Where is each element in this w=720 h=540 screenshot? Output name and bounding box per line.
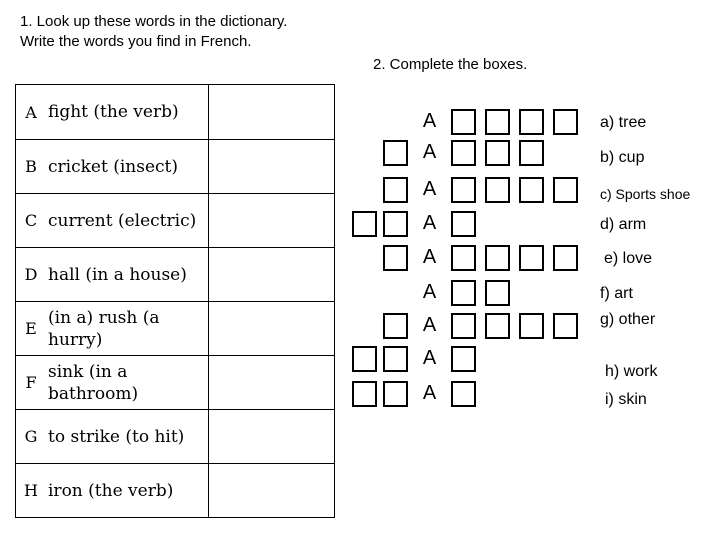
puzzle-letter-box: A xyxy=(417,109,442,135)
puzzle-box[interactable] xyxy=(485,140,510,166)
puzzle-box[interactable] xyxy=(451,211,476,237)
puzzle-box[interactable] xyxy=(383,177,408,203)
answer-cell[interactable] xyxy=(209,356,335,410)
word-letter: G xyxy=(16,410,47,464)
clue-item: g) other xyxy=(600,311,656,328)
puzzle-box[interactable] xyxy=(352,381,377,407)
puzzle-letter-box: A xyxy=(417,245,442,271)
word-row xyxy=(16,194,335,248)
puzzle-box[interactable] xyxy=(519,245,544,271)
word-text: current (electric) xyxy=(46,194,209,248)
puzzle-letter-box: A xyxy=(417,211,442,237)
clue-item: d) arm xyxy=(600,216,647,233)
puzzle-box[interactable] xyxy=(383,346,408,372)
word-letter: H xyxy=(16,464,47,518)
puzzle-box[interactable] xyxy=(485,177,510,203)
task2-instructions: 2. Complete the boxes. xyxy=(373,56,528,73)
puzzle-box[interactable] xyxy=(451,313,476,339)
answer-cell[interactable] xyxy=(209,410,335,464)
puzzle-box[interactable] xyxy=(451,346,476,372)
word-row xyxy=(16,464,335,518)
puzzle-box[interactable] xyxy=(383,381,408,407)
puzzle-box[interactable] xyxy=(451,140,476,166)
puzzle-letter-box: A xyxy=(417,177,442,203)
puzzle-box[interactable] xyxy=(553,245,578,271)
word-text: hall (in a house) xyxy=(46,248,209,302)
answer-cell[interactable] xyxy=(209,85,335,140)
puzzle-box[interactable] xyxy=(352,211,377,237)
word-letter: A xyxy=(16,85,47,140)
puzzle-box[interactable] xyxy=(553,177,578,203)
task1-instructions-line1: 1. Look up these words in the dictionary. xyxy=(20,13,288,30)
puzzle-box[interactable] xyxy=(451,177,476,203)
puzzle-letter-box: A xyxy=(417,140,442,166)
word-letter: B xyxy=(16,140,47,194)
puzzle-letter-box: A xyxy=(417,346,442,372)
clue-item: c) Sports shoe xyxy=(600,186,691,202)
clue-item: f) art xyxy=(600,285,633,302)
answer-cell[interactable] xyxy=(209,194,335,248)
puzzle-box[interactable] xyxy=(519,313,544,339)
word-letter: D xyxy=(16,248,47,302)
word-row xyxy=(16,410,335,464)
puzzle-box[interactable] xyxy=(519,109,544,135)
puzzle-letter-box: A xyxy=(417,313,442,339)
puzzle-box[interactable] xyxy=(383,211,408,237)
task1-instructions-line2: Write the words you find in French. xyxy=(20,33,252,50)
word-text: sink (in a bathroom) xyxy=(46,356,209,410)
answer-cell[interactable] xyxy=(209,302,335,356)
puzzle-box[interactable] xyxy=(485,245,510,271)
puzzle-box[interactable] xyxy=(383,245,408,271)
puzzle-box[interactable] xyxy=(451,109,476,135)
puzzle-box[interactable] xyxy=(553,313,578,339)
clue-item: a) tree xyxy=(600,114,647,131)
puzzle-box[interactable] xyxy=(383,313,408,339)
word-row xyxy=(16,85,335,140)
puzzle-box[interactable] xyxy=(352,346,377,372)
puzzle-box[interactable] xyxy=(485,109,510,135)
puzzle-box[interactable] xyxy=(519,140,544,166)
clue-item: h) work xyxy=(605,363,658,380)
word-letter: E xyxy=(16,302,47,356)
word-row xyxy=(16,356,335,410)
puzzle-box[interactable] xyxy=(451,280,476,306)
puzzle-letter-box: A xyxy=(417,381,442,407)
task1-instructions xyxy=(20,12,360,52)
word-text: cricket (insect) xyxy=(46,140,209,194)
word-text: to strike (to hit) xyxy=(46,410,209,464)
clue-item: i) skin xyxy=(605,391,647,408)
puzzle-box[interactable] xyxy=(451,381,476,407)
word-text: (in a) rush (a hurry) xyxy=(46,302,209,356)
word-row xyxy=(16,140,335,194)
clue-item: e) love xyxy=(604,250,653,267)
word-table xyxy=(15,84,335,518)
clue-item: b) cup xyxy=(600,149,645,166)
word-letter: C xyxy=(16,194,47,248)
answer-cell[interactable] xyxy=(209,140,335,194)
word-letter: F xyxy=(16,356,47,410)
puzzle-box[interactable] xyxy=(519,177,544,203)
word-text: fight (the verb) xyxy=(46,85,209,140)
puzzle-box[interactable] xyxy=(485,313,510,339)
puzzle-letter-box: A xyxy=(417,280,442,306)
puzzle-box[interactable] xyxy=(383,140,408,166)
puzzle-box[interactable] xyxy=(485,280,510,306)
word-row xyxy=(16,248,335,302)
puzzle-box[interactable] xyxy=(553,109,578,135)
word-text: iron (the verb) xyxy=(46,464,209,518)
puzzle-box[interactable] xyxy=(451,245,476,271)
answer-cell[interactable] xyxy=(209,464,335,518)
word-row xyxy=(16,302,335,356)
answer-cell[interactable] xyxy=(209,248,335,302)
